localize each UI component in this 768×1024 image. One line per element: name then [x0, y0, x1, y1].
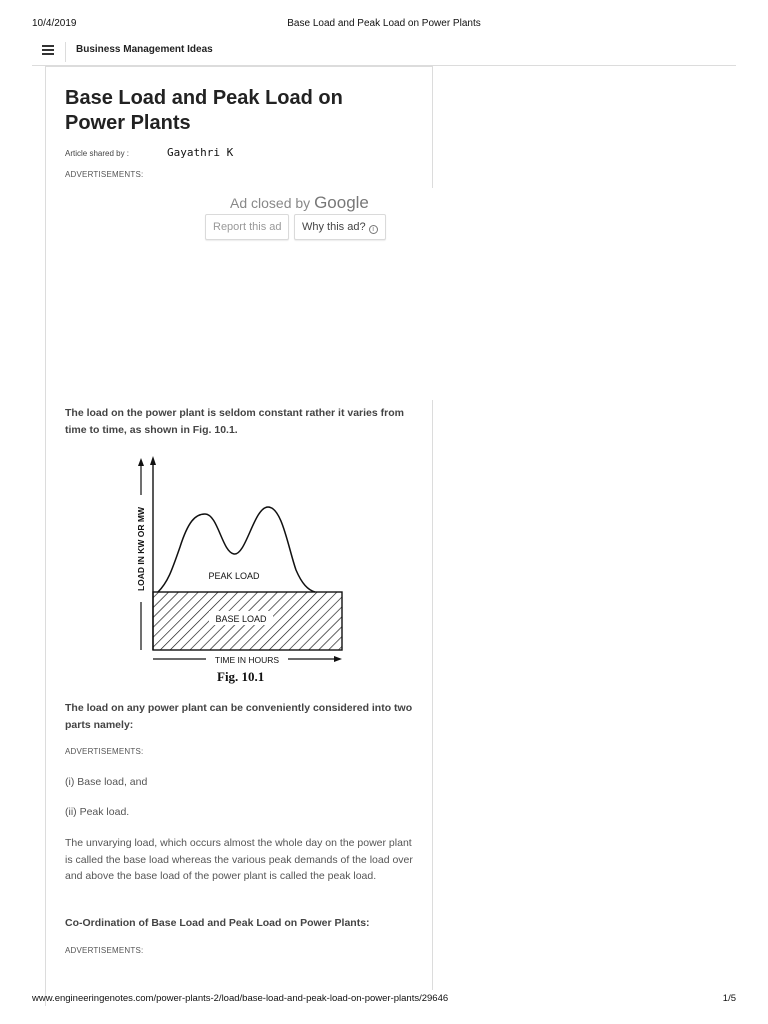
definition-paragraph: The unvarying load, which occurs almost the whole day on the power plant is called the base load whereas the various peak demands of the load over and above the base load of the power plant is called the peak load.	[65, 837, 413, 882]
byline	[65, 146, 234, 159]
print-date: 10/4/2019	[32, 18, 77, 29]
base-load-label: BASE LOAD	[215, 614, 267, 624]
article-title: Base Load and Peak Load on Power Plants	[65, 87, 343, 134]
y-axis-label: LOAD IN KW OR MW	[136, 506, 146, 592]
info-icon: i	[369, 225, 378, 234]
report-ad-button[interactable]: Report this ad	[205, 214, 289, 240]
peak-load-item: (ii) Peak load.	[65, 806, 130, 818]
advertisements-label: ADVERTISEMENTS:	[65, 170, 144, 179]
advertisements-label-3: ADVERTISEMENTS:	[65, 946, 144, 955]
advertisements-label-2: ADVERTISEMENTS:	[65, 747, 144, 756]
author-name: Gayathri K	[167, 146, 234, 159]
why-this-ad-label: Why this ad?	[302, 221, 366, 233]
y-label-arrow	[138, 458, 144, 466]
ad-closed-text: Ad closed by	[230, 195, 311, 211]
ad-closed-notice	[230, 193, 369, 213]
figure-caption: Fig. 10.1	[217, 669, 265, 684]
why-this-ad-button[interactable]	[294, 214, 386, 240]
parts-intro-paragraph: The load on any power plant can be conveniently considered into two parts namely:	[65, 702, 413, 731]
x-axis-label: TIME IN HOURS	[214, 655, 280, 665]
base-load-item: (i) Base load, and	[65, 776, 148, 788]
topbar-divider	[65, 42, 66, 62]
site-topbar	[32, 38, 736, 66]
shared-by-label: Article shared by :	[65, 149, 130, 158]
page-number: 1/5	[722, 993, 736, 1004]
intro-paragraph: The load on the power plant is seldom constant rather it varies from time to time, as shown in Fig. 10.1.	[65, 407, 404, 436]
hamburger-icon[interactable]	[42, 45, 54, 55]
card-right-border-bottom	[432, 400, 433, 990]
y-axis-arrow	[150, 456, 156, 465]
page-url: www.engineeringenotes.com/power-plants-2/load/base-load-and-peak-load-on-power-plants/29646	[32, 993, 449, 1004]
peak-load-label: PEAK LOAD	[208, 571, 260, 581]
load-curve-diagram	[130, 452, 350, 688]
card-right-border-top	[432, 66, 433, 188]
section-heading: Co-Ordination of Base Load and Peak Load on Power Plants:	[65, 917, 370, 929]
card-top-border	[45, 66, 433, 67]
site-name-link[interactable]: Business Management Ideas	[76, 44, 213, 55]
google-brand: Google	[314, 193, 369, 212]
x-axis-arrow	[334, 656, 342, 662]
print-title: Base Load and Peak Load on Power Plants	[287, 18, 481, 29]
figure-10-1	[130, 452, 350, 688]
